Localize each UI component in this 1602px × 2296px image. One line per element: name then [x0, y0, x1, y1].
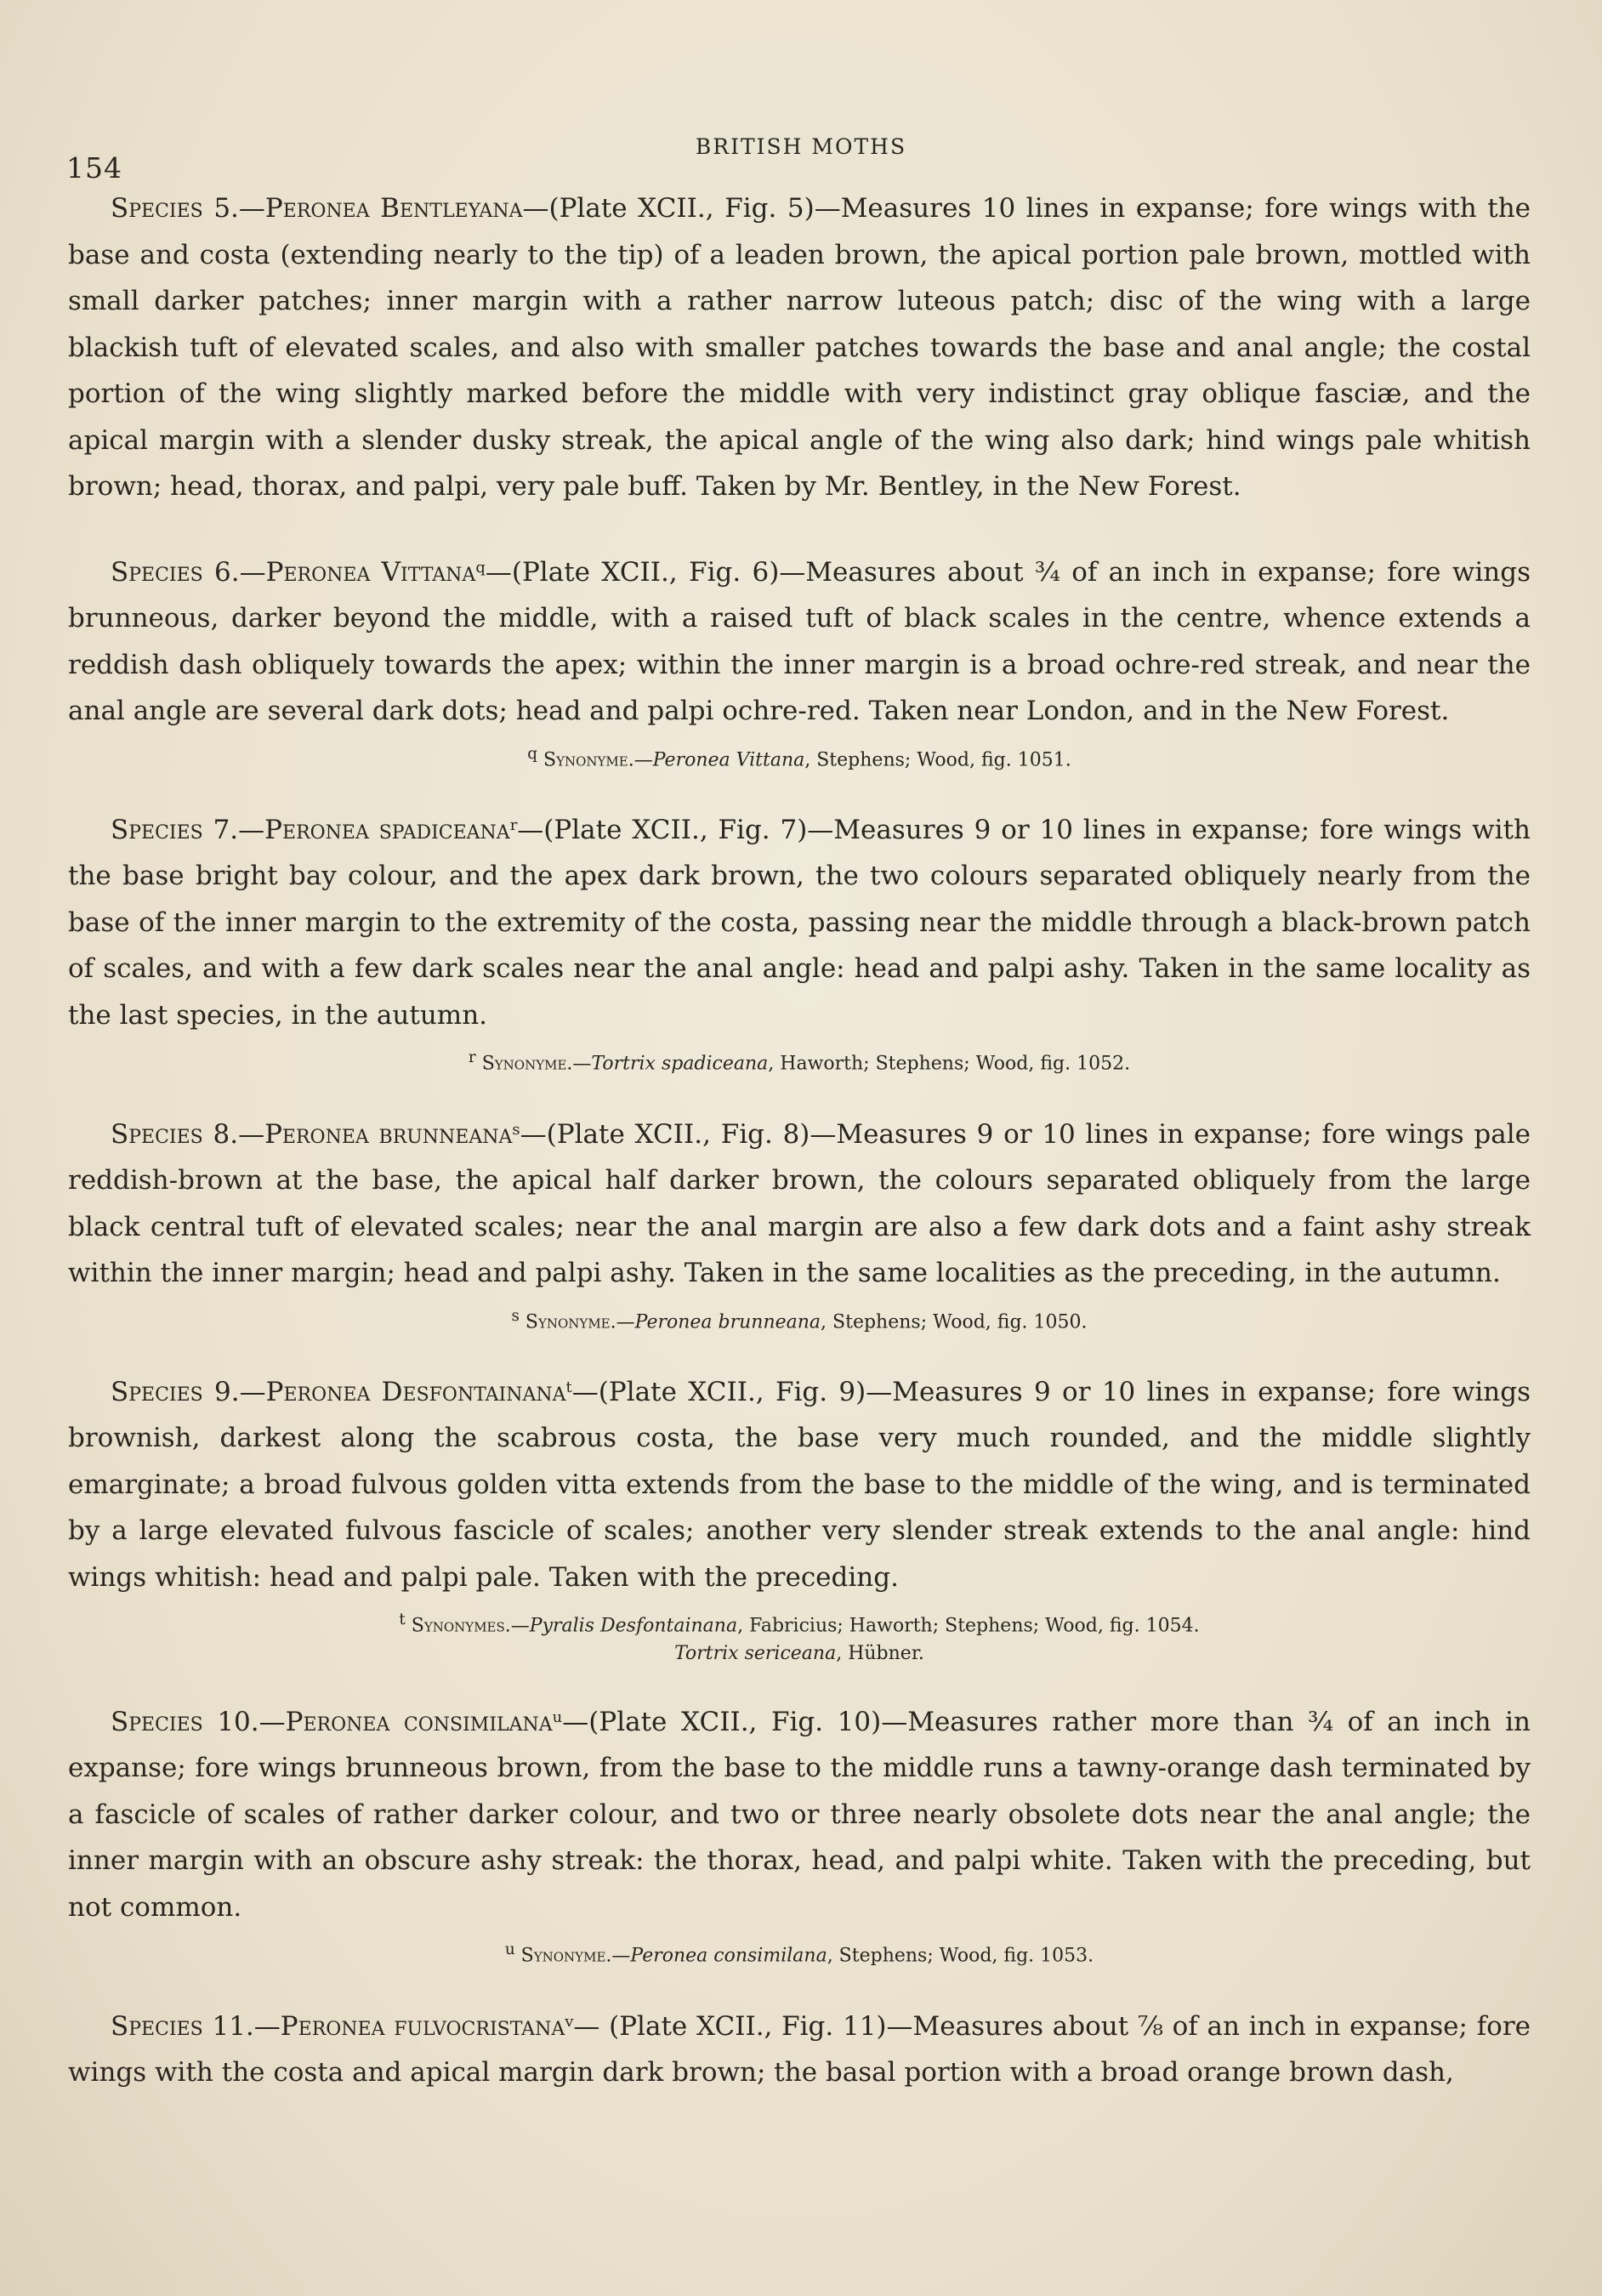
footnote-marker: t [399, 1611, 406, 1629]
footnote-label: Synonyme.— [520, 1945, 631, 1967]
species-description: —(Plate XCII., Fig. 9)—Measures 9 or 10 lines in expanse; fore wings brownish, darkest along the scabrous costa, the base very much rounded, and the middle slightly emarginate; a broad fulvous golden vitta extends from the base to the middle of the wing, and is terminated by a large elevated fulvous fascicle of scales; another very slender streak extends to the anal angle: hind wings whitish: head and palpi pale. Taken with the preceding. [68, 1376, 1531, 1593]
footnote-label: Synonymes.— [411, 1615, 530, 1637]
species-description: —(Plate XCII., Fig. 5)—Measures 10 lines in expanse; fore wings with the base and costa (extending nearly to the tip) of a leaden brown, the apical portion pale brown, mottled with small darker patches; inner margin with a rather narrow luteous patch; disc of the wing with a large blackish tuft of elevated scales, and also with smaller patches towards the base and anal angle; the costal portion of the wing slightly marked before the middle with very indistinct gray oblique fasciæ, and the apical margin with a slender dusky streak, the apical angle of the wing also dark; hind wings pale whitish brown; head, thorax, and palpi, very pale buff. Taken by Mr. Bentley, in the New Forest. [68, 193, 1531, 502]
footnote-taxon: Peronea Vittana [652, 748, 805, 770]
footnote-refs: , Haworth; Stephens; Wood, fig. 1052. [768, 1053, 1131, 1075]
footnote-taxon: Tortrix spadiceana [591, 1053, 769, 1075]
species-entry [68, 1699, 1531, 1931]
species-label: Species 7.— [111, 814, 265, 845]
species-entry [68, 2003, 1531, 2096]
footnote-taxon: Tortrix sericeana [674, 1642, 837, 1664]
species-name: Peronea Vittana [265, 556, 476, 588]
footnote-refs: , Stephens; Wood, fig. 1051. [804, 748, 1071, 770]
page-number: 154 [66, 151, 122, 185]
species-name: Peronea spadiceana [264, 814, 510, 845]
species-entry [68, 807, 1531, 1039]
footnote-label: Synonyme.— [525, 1310, 635, 1333]
footnote-marker: v [565, 2012, 574, 2031]
footnote [68, 1043, 1531, 1078]
footnote-marker: t [565, 1378, 572, 1396]
footnote-taxon: Pyralis Desfontainana [529, 1615, 738, 1637]
species-name: Peronea Desfontainana [265, 1376, 566, 1407]
species-name: Peronea Bentleyana [264, 193, 523, 224]
footnote-taxon: Peronea consimilana [630, 1945, 827, 1967]
footnote-marker: q [527, 744, 537, 763]
footnote-marker: u [552, 1708, 563, 1726]
species-label: Species 9.— [111, 1376, 266, 1407]
footnote-marker: r [509, 816, 518, 834]
footnote-marker: u [504, 1941, 515, 1959]
species-label: Species 8.— [111, 1118, 265, 1150]
footnote-taxon: Peronea brunneana [634, 1310, 821, 1333]
species-entry [68, 549, 1531, 735]
footnote-marker: r [468, 1049, 476, 1067]
footnote-label: Synonyme.— [543, 748, 653, 770]
footnote-refs: , Hübner. [836, 1642, 924, 1664]
species-description: — (Plate XCII., Fig. 11)—Measures about ⅞ of an inch in expanse; fore wings with the costa and apical margin dark brown; the basal portion with a broad orange brown dash, [68, 2010, 1531, 2089]
footnote [68, 1935, 1531, 1970]
species-label: Species 10.— [111, 1706, 286, 1737]
species-label: Species 11.— [111, 2010, 281, 2042]
species-name: Peronea fulvocristana [280, 2010, 565, 2042]
species-entry [68, 1111, 1531, 1297]
footnote [68, 1605, 1531, 1640]
species-label: Species 6.— [111, 556, 266, 588]
footnote-marker: s [512, 1120, 520, 1139]
page-body [68, 185, 1531, 2096]
footnote-refs: , Fabricius; Haworth; Stephens; Wood, fig. 1054. [737, 1615, 1200, 1637]
footnote-refs: , Stephens; Wood, fig. 1053. [827, 1945, 1094, 1967]
species-name: Peronea brunneana [264, 1118, 513, 1150]
footnote-refs: , Stephens; Wood, fig. 1050. [821, 1310, 1088, 1333]
footnote [68, 740, 1531, 775]
species-description: —(Plate XCII., Fig. 10)—Measures rather more than ¾ of an inch in expanse; fore wings brunneous brown, from the base to the middle runs a tawny-orange dash terminated by a fascicle of scales of rather darker colour, and two or three nearly obsolete dots near the anal angle; the inner margin with an obscure ashy streak: the thorax, head, and palpi white. Taken with the preceding, but not common. [68, 1706, 1531, 1923]
species-entry [68, 1369, 1531, 1601]
species-entry [68, 185, 1531, 510]
footnote [68, 1302, 1531, 1337]
species-description: —(Plate XCII., Fig. 8)—Measures 9 or 10 lines in expanse; fore wings pale reddish-brown at the base, the apical half darker brown, the colours separated obliquely from the large black central tuft of elevated scales; near the anal margin are also a few dark dots and a faint ashy streak within the inner margin; head and palpi ashy. Taken in the same localities as the preceding, in the autumn. [68, 1118, 1531, 1289]
species-description: —(Plate XCII., Fig. 7)—Measures 9 or 10 lines in expanse; fore wings with the base bright bay colour, and the apex dark brown, the two colours separated obliquely nearly from the base of the inner margin to the extremity of the costa, passing near the middle through a black-brown patch of scales, and with a few dark scales near the anal angle: head and palpi ashy. Taken in the same locality as the last species, in the autumn. [68, 814, 1531, 1031]
footnote-marker: s [511, 1306, 520, 1325]
footnote-marker: q [475, 558, 486, 577]
species-description: —(Plate XCII., Fig. 6)—Measures about ¾ of an inch in expanse; fore wings brunneous, darker beyond the middle, with a raised tuft of black scales in the centre, whence extends a reddish dash obliquely towards the apex; within the inner margin is a broad ochre-red streak, and near the anal angle are several dark dots; head and palpi ochre-red. Taken near London, and in the New Forest. [68, 556, 1531, 726]
species-label: Species 5.— [111, 193, 265, 224]
footnote-continuation [68, 1641, 1531, 1667]
footnote-label: Synonyme.— [481, 1053, 592, 1075]
running-head: BRITISH MOTHS [695, 134, 907, 159]
species-name: Peronea consimilana [285, 1706, 553, 1737]
